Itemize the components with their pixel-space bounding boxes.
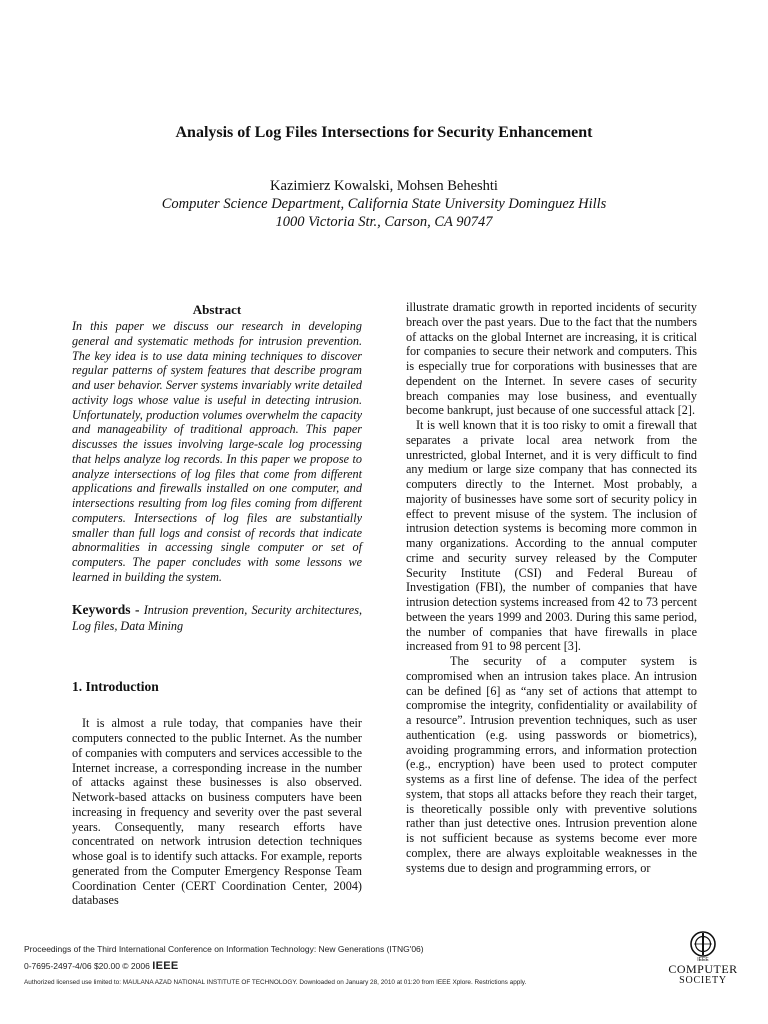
- isbn-text: 0-7695-2497-4/06 $20.00 © 2006: [24, 961, 150, 971]
- paper-authors: Kazimierz Kowalski, Mohsen Beheshti: [270, 178, 498, 194]
- logo-small-text: IEEE: [697, 957, 709, 963]
- keywords-label: Keywords -: [72, 601, 140, 617]
- authorized-use-notice: Authorized licensed use limited to: MAULANA AZAD NATIONAL INSTITUTE OF TECHNOLOGY. Downloaded on January 28, 2010 at 01:20 from IEEE Xplore. Restrictions apply.: [24, 979, 527, 986]
- logo-line-1: COMPUTER: [668, 962, 738, 976]
- isbn-line: [24, 960, 179, 972]
- abstract-heading: Abstract: [192, 302, 242, 317]
- logo-line-2: SOCIETY: [679, 975, 727, 986]
- keywords-text: Intrusion prevention, Security architectures, Log files, Data Mining: [72, 602, 362, 633]
- right-paragraph-3: The security of a computer system is compromised when an intrusion takes place. An intrusion can be defined [6] as “any set of actions that attempt to compromise the integrity, confidentiality or availability of a resource”. Intrusion prevention techniques, such as user authentication (e.g. using passwords or biometrics), avoiding programming errors, and information protection (e.g., encryption) have been used to protect computer systems as a first line of defense. The idea of the perfect system, that stops all attacks before they reach their target, is theoretically possible only with preventive solutions rather than just detective ones. Intrusion prevention alone is not sufficient because as systems become ever more complex, there are always exploitable weaknesses in the systems due to design and programming errors, or: [406, 654, 697, 875]
- paper-title: Analysis of Log Files Intersections for Security Enhancement: [175, 124, 593, 141]
- left-column: [72, 302, 362, 908]
- ieee-emblem-icon: [689, 930, 717, 958]
- right-column: [406, 300, 697, 875]
- computer-society-logo: [660, 930, 746, 1002]
- keywords: [72, 602, 362, 634]
- proceedings-line: Proceedings of the Third International Conference on Information Technology: New Generations (ITNG'06): [24, 944, 424, 954]
- introduction-heading: 1. Introduction: [72, 678, 159, 694]
- introduction-paragraph: It is almost a rule today, that companies have their computers connected to the public Internet. As the number of companies with computers and services accessible to the Internet increase, a corresponding increase in the number of attacks against these businesses is also observed. Network-based attacks on business computers have been increasing in frequency and severity over the past several years. Consequently, many research efforts have concentrated on network intrusion detection techniques whose goal is to identify such attacks. For example, reports generated from the Computer Emergency Response Team Coordination Center (CERT Coordination Center, 2004) databases: [72, 716, 362, 908]
- abstract-body: In this paper we discuss our research in developing general and systematic methods for intrusion prevention. The key idea is to use data mining techniques to discover regular patterns of system features that describe program and user behavior. Server systems invariably write detailed activity logs whose value is useful in detecting intrusion. Unfortunately, production volumes overwhelm the capacity and manageability of traditional approach. This paper discusses the issues involving large-scale log processing that helps analyze log records. In this paper we propose to analyze intersections of log files that come from different applications and firewalls installed on one computer, and intersections resulting from log files coming from different computers. Intersections of log files are substantially smaller than full logs and consist of records that indicate abnormalities in accessing single computer or set of computers. The paper concludes with some lessons we learned in building the system.: [72, 319, 362, 584]
- paper-affiliation: Computer Science Department, California State University Dominguez Hills: [161, 196, 607, 212]
- right-paragraph-2: It is well known that it is too risky to omit a firewall that separates a private local area network from the unrestricted, global Internet, and it is very difficult to find any medium or large size company that has connected its computers directly to the Internet. Most probably, a majority of businesses have some sort of security policy in effect to prevent misuse of the system. The inclusion of intrusion detection systems is becoming more common in many organizations. According to the annual computer crime and security survey released by the Computer Security Institute (CSI) and Federal Bureau of Investigation (FBI), the number of companies that have intrusion detection systems increased from 42 to 73 percent between the years 1999 and 2003. During this same period, the number of companies that have firewalls in place increased from 91 to 98 percent [3].: [406, 418, 697, 654]
- paper-address: 1000 Victoria Str., Carson, CA 90747: [275, 214, 493, 230]
- right-paragraph-1: illustrate dramatic growth in reported incidents of security breach over the past years. Due to the fact that the numbers of attacks on the global Internet are increasing, it is critical for companies to secure their network and computers. This is especially true for corporations with businesses that are dependent on the Internet. In severe cases of security breach companies may lose business, and eventually become bankrupt, just because of one successful attack [2].: [406, 300, 697, 418]
- ieee-wordmark: IEEE: [152, 960, 179, 972]
